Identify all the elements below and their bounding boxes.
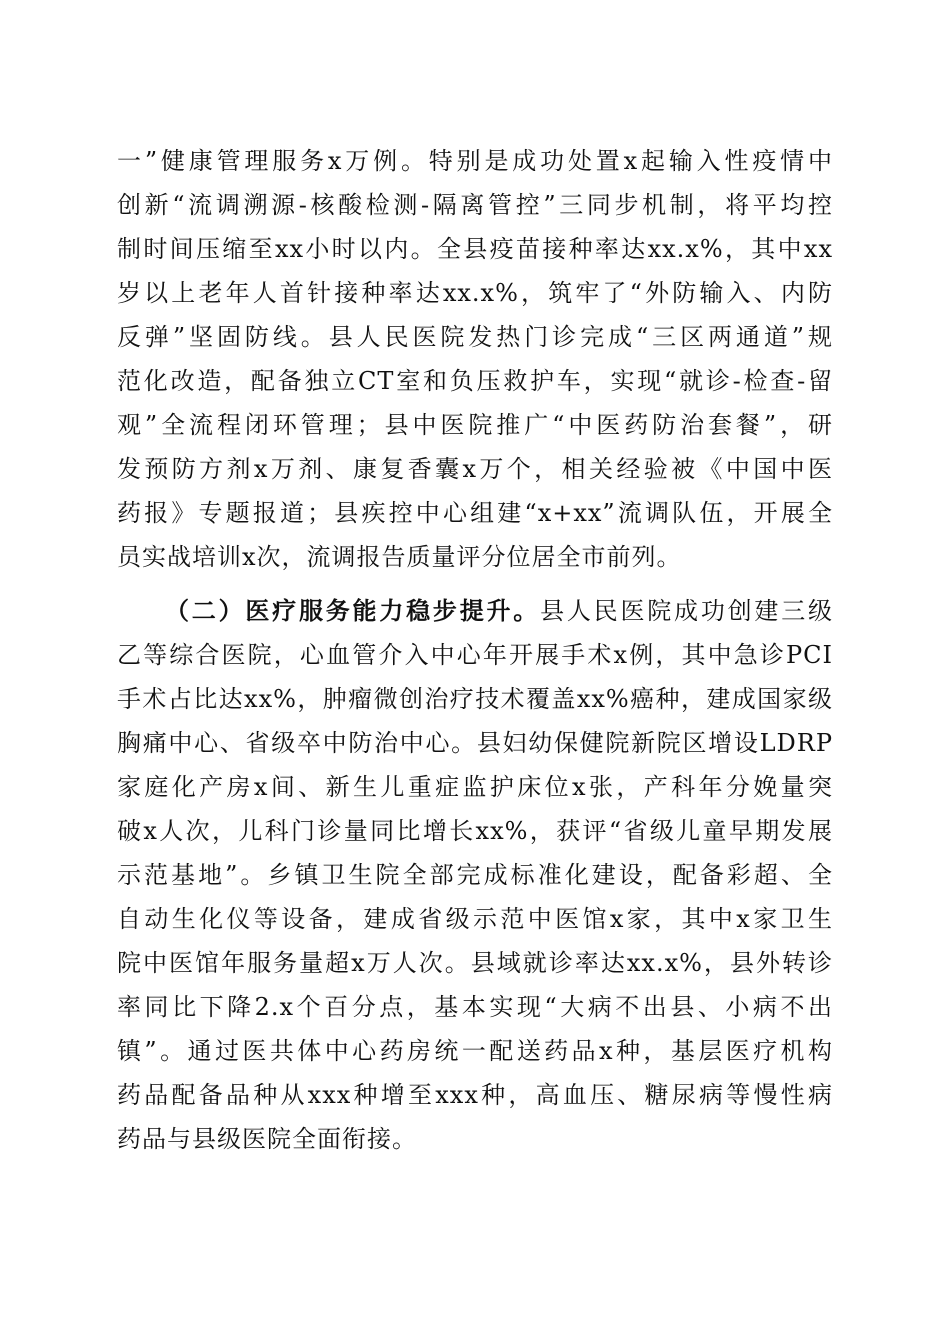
paragraph-2-line: 药品配备品种从xxx种增至xxx种，高血压、糖尿病等慢性病 [117,1081,833,1109]
paragraph-2-line: 药品与县级医院全面衔接。 [117,1125,417,1153]
paragraph-1-line: 范化改造，配备独立CT室和负压救护车，实现“就诊-检查-留 [117,367,833,395]
paragraph-2-line: 自动生化仪等设备，建成省级示范中医馆x家，其中x家卫生 [117,905,833,933]
paragraph-2-line: 胸痛中心、省级卒中防治中心。县妇幼保健院新院区增设LDRP [117,729,833,757]
paragraph-1-line: 反弹”坚固防线。县人民医院发热门诊完成“三区两通道”规 [117,323,833,351]
paragraph-2-first-line [165,594,833,628]
section-heading: （二）医疗服务能力稳步提升。 [165,597,541,625]
paragraph-1-line: 岁以上老年人首针接种率达xx.x%，筑牢了“外防输入、内防 [117,279,833,307]
paragraph-2-line: 破x人次，儿科门诊量同比增长xx%，获评“省级儿童早期发展 [117,817,833,845]
paragraph-1-line: 创新“流调溯源-核酸检测-隔离管控”三同步机制，将平均控 [117,191,833,219]
paragraph-2-line: 院中医馆年服务量超x万人次。县域就诊率达xx.x%，县外转诊 [117,949,833,977]
paragraph-2-line: 镇”。通过医共体中心药房统一配送药品x种，基层医疗机构 [117,1037,833,1065]
paragraph-1-line: 观”全流程闭环管理；县中医院推广“中医药防治套餐”，研 [117,411,833,439]
paragraph-2-line: 家庭化产房x间、新生儿重症监护床位x张，产科年分娩量突 [117,773,833,801]
paragraph-2-first-line-text: 县人民医院成功创建三级 [540,597,834,625]
paragraph-2-line: 率同比下降2.x个百分点，基本实现“大病不出县、小病不出 [117,993,833,1021]
paragraph-2-line: 示范基地”。乡镇卫生院全部完成标准化建设，配备彩超、全 [117,861,833,889]
paragraph-1-line: 制时间压缩至xx小时以内。全县疫苗接种率达xx.x%，其中xx [117,235,833,263]
paragraph-1-line: 一”健康管理服务x万例。特别是成功处置x起输入性疫情中 [117,147,833,175]
paragraph-1-line: 发预防方剂x万剂、康复香囊x万个，相关经验被《中国中医 [117,455,833,483]
paragraph-1-line: 员实战培训x次，流调报告质量评分位居全市前列。 [117,543,682,571]
paragraph-1-line: 药报》专题报道；县疾控中心组建“x+xx”流调队伍，开展全 [117,499,833,527]
paragraph-2-line: 手术占比达xx%，肿瘤微创治疗技术覆盖xx%癌种，建成国家级 [117,685,833,713]
paragraph-2-line: 乙等综合医院，心血管介入中心年开展手术x例，其中急诊PCI [117,641,833,669]
